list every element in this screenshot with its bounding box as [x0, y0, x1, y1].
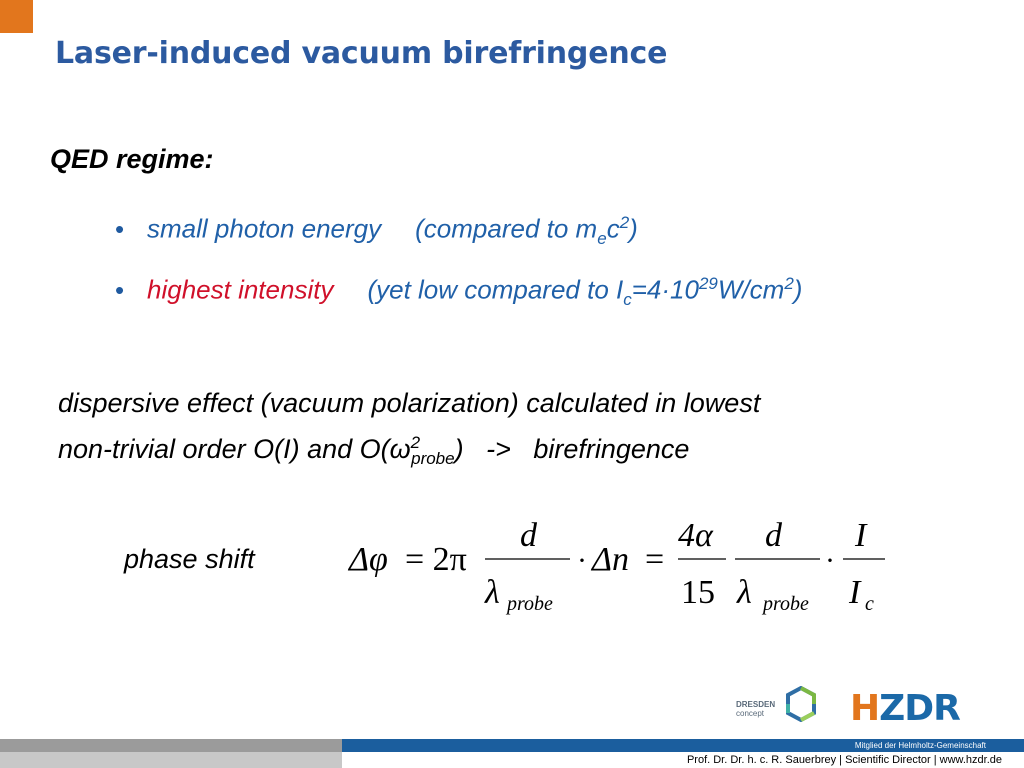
- footer-bar-grey-lower: [0, 752, 342, 768]
- dresden-line-1: DRESDEN: [736, 700, 776, 709]
- bullet-main-text: highest intensity: [147, 274, 334, 305]
- formula-critical-subscript: c: [865, 593, 874, 615]
- formula-lambda: λ: [485, 574, 500, 611]
- bullet-mid-text: =4·10: [631, 274, 699, 305]
- footer-credit: Prof. Dr. Dr. h. c. R. Sauerbrey | Scientific Director | www.hzdr.de: [686, 754, 1002, 766]
- paragraph-line-2: [58, 423, 760, 479]
- hzdr-logo-z: Z: [879, 688, 905, 729]
- helmholtz-membership-text: Mitglied der Helmholtz-Gemeinschaft: [854, 741, 986, 750]
- bullet-paren-text: (yet low compared to I: [367, 274, 624, 305]
- paragraph-line-1: dispersive effect (vacuum polarization) calculated in lowest: [58, 388, 761, 418]
- bullet-subscript: e: [597, 228, 607, 248]
- corner-accent: [0, 0, 33, 33]
- bullet-main-text: small photon energy: [147, 213, 382, 244]
- bullet-item-photon-energy: [115, 213, 638, 249]
- formula-numerator-d: d: [520, 517, 537, 554]
- formula-4-alpha: 4α: [678, 517, 713, 554]
- footer-bar-grey: [0, 739, 342, 752]
- slide-title: Laser-induced vacuum birefringence: [55, 36, 668, 71]
- formula-numerator-d-2: d: [765, 517, 782, 554]
- hzdr-logo-dr: DR: [904, 688, 960, 729]
- explanation-paragraph: [58, 383, 760, 479]
- bullet-paren-text: (compared to m: [415, 213, 598, 244]
- probe-subscript: probe: [411, 449, 455, 469]
- bullet-mid2-text: W/cm: [717, 274, 785, 305]
- formula-equals: =: [645, 541, 665, 578]
- bullet-superscript-2: 2: [784, 274, 794, 293]
- formula-delta-n: Δn: [592, 541, 629, 578]
- phase-shift-label: phase shift: [124, 544, 255, 574]
- formula-intensity: I: [855, 517, 867, 554]
- formula-equals-2pi: = 2π: [405, 541, 467, 578]
- paragraph-line-2-end: ) -> birefringence: [454, 434, 690, 464]
- bullet-icon: •: [115, 213, 125, 244]
- dresden-line-2: concept: [736, 709, 765, 718]
- hzdr-logo: [850, 688, 960, 729]
- formula-dot-1: ·: [577, 544, 587, 577]
- bullet-item-intensity: [115, 274, 802, 310]
- formula-dot-2: ·: [825, 544, 835, 577]
- formula-critical-intensity: I: [849, 574, 861, 611]
- formula-lambda-subscript: probe: [507, 593, 553, 615]
- dresden-concept-logo-text: [736, 700, 775, 718]
- formula-lambda-subscript-2: probe: [763, 593, 809, 615]
- bullet-close-text: ): [629, 213, 638, 244]
- section-heading: QED regime:: [50, 144, 214, 174]
- paragraph-line-2-start: non-trivial order O(I) and O(ω: [58, 434, 411, 464]
- formula-delta-phi: Δφ: [349, 541, 388, 578]
- formula-15: 15: [681, 574, 715, 611]
- dresden-concept-logo-icon: [783, 686, 819, 722]
- phase-shift-formula: [345, 510, 895, 620]
- bullet-superscript: 2: [619, 213, 630, 232]
- bullet-close-text: ): [793, 274, 803, 305]
- hzdr-logo-h: H: [850, 688, 880, 729]
- omega-superscript: 2: [410, 433, 421, 452]
- bullet-subscript: c: [623, 289, 632, 309]
- bullet-mid-text: c: [606, 213, 620, 244]
- bullet-icon: •: [115, 274, 125, 305]
- formula-lambda-2: λ: [737, 574, 752, 611]
- bullet-superscript: 29: [698, 274, 718, 293]
